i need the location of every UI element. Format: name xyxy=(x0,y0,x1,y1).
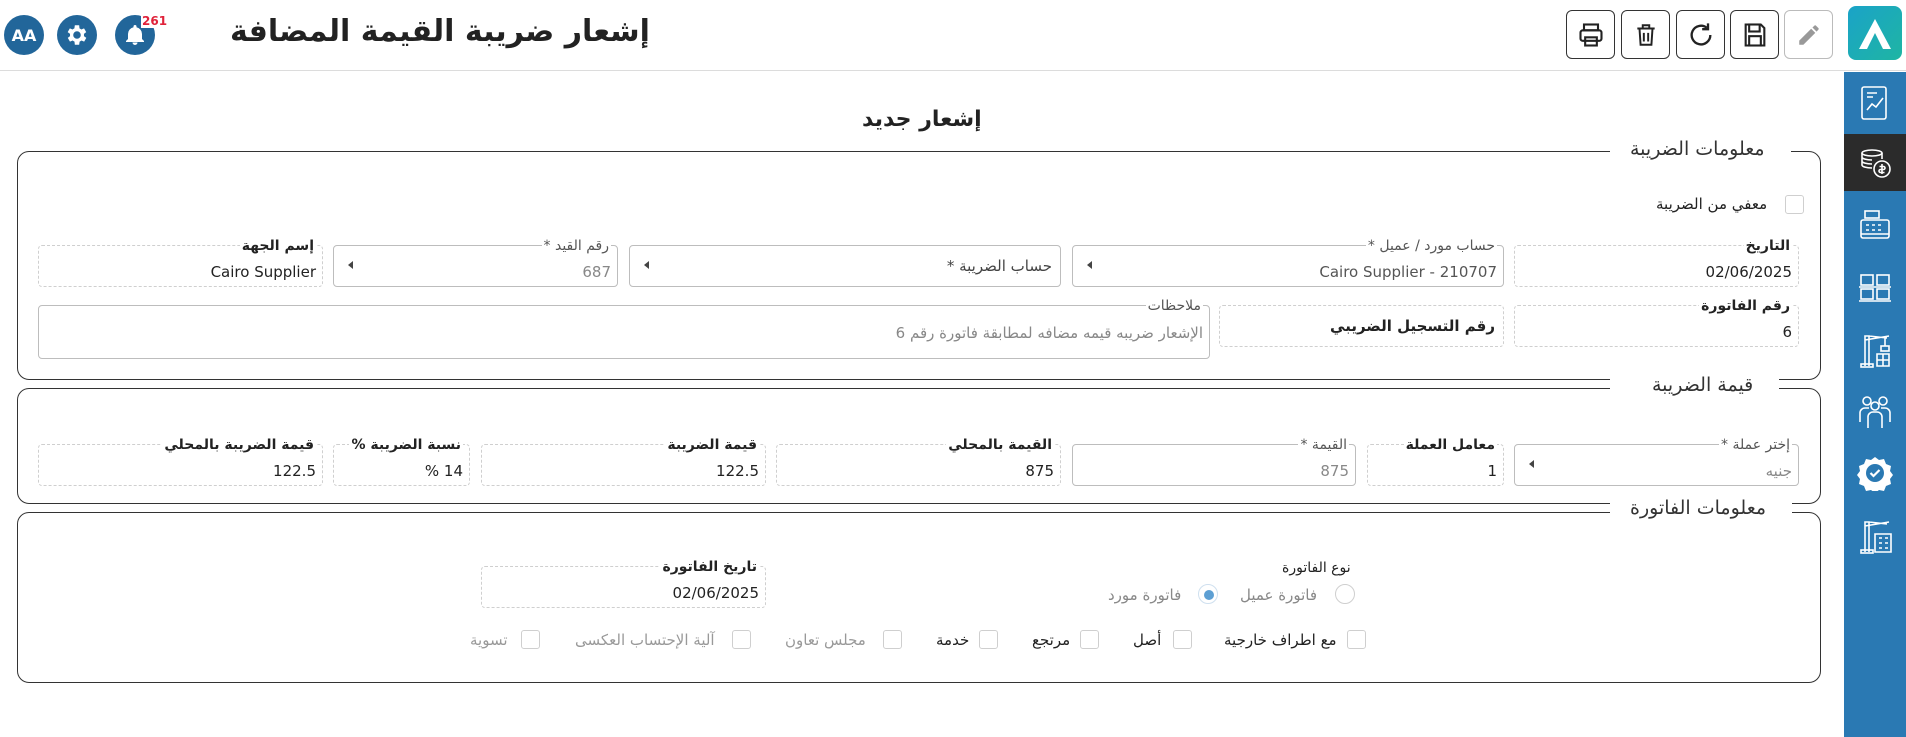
refresh-icon xyxy=(1687,21,1715,49)
crane-icon xyxy=(1857,330,1893,368)
tax-registration-field[interactable] xyxy=(1219,305,1504,347)
trash-icon xyxy=(1633,22,1659,48)
delete-button[interactable] xyxy=(1621,10,1670,59)
gcc-label: مجلس تعاون xyxy=(785,631,866,649)
tax-amount-field[interactable] xyxy=(481,437,766,486)
gear-icon xyxy=(64,22,90,48)
asset-label: أصل xyxy=(1133,631,1162,649)
tax-value-title: قيمة الضريبة xyxy=(1610,374,1779,396)
party-name-value: Cairo Supplier xyxy=(210,263,316,281)
party-name-label: إسم الجهة xyxy=(241,238,314,254)
notes-label: ملاحظات xyxy=(1147,298,1201,314)
account-select[interactable] xyxy=(1072,238,1504,287)
page-title: إشعار ضريبة القيمة المضافة xyxy=(230,14,650,49)
radio-customer-invoice[interactable] xyxy=(1335,584,1355,604)
settlement-label: تسوية xyxy=(470,631,508,649)
exchange-rate-field[interactable] xyxy=(1367,437,1504,486)
people-icon xyxy=(1856,392,1894,430)
date-value: 02/06/2025 xyxy=(1705,263,1792,281)
sidebar-item-projects[interactable] xyxy=(1844,320,1906,377)
tax-percent-label: نسبة الضريبة % xyxy=(351,437,461,453)
sidebar-item-inventory[interactable] xyxy=(1844,258,1906,315)
crane-building-icon xyxy=(1857,516,1893,554)
tax-registration-label: رقم التسجيل الضريبي xyxy=(1330,317,1495,335)
checkbox-settlement[interactable] xyxy=(521,630,540,649)
exchange-rate-value: 1 xyxy=(1487,462,1497,480)
sidebar-item-pos[interactable] xyxy=(1844,196,1906,253)
amount-label: القيمة * xyxy=(1300,437,1347,453)
local-amount-value: 875 xyxy=(1025,462,1054,480)
currency-label: إختر عملة * xyxy=(1721,437,1790,453)
tax-exempt-checkbox[interactable] xyxy=(1785,195,1804,214)
sidebar-item-construction[interactable] xyxy=(1844,506,1906,563)
date-label: التاريخ xyxy=(1745,238,1790,254)
sidebar-item-finance[interactable] xyxy=(1844,134,1906,191)
logo-icon xyxy=(1855,15,1895,51)
local-amount-field[interactable] xyxy=(776,437,1061,486)
return-label: مرتجع xyxy=(1032,631,1071,649)
tax-amount-value: 122.5 xyxy=(716,462,759,480)
local-amount-label: القيمة بالمحلي xyxy=(948,437,1052,453)
checkbox-asset[interactable] xyxy=(1173,630,1192,649)
reverse-charge-label: آلية الإحتساب العكسى xyxy=(575,631,715,649)
notes-value: الإشعار ضريبه قيمه مضافه لمطابقة فاتورة رقم 6 xyxy=(895,324,1203,342)
pencil-icon xyxy=(1796,22,1822,48)
tax-account-placeholder: حساب الضريبة * xyxy=(946,257,1052,275)
sidebar xyxy=(1844,72,1906,737)
supplier-invoice-label: فاتورة مورد xyxy=(1108,586,1182,604)
tax-account-select[interactable] xyxy=(629,245,1061,287)
print-icon xyxy=(1577,21,1605,49)
tax-exempt-label: معفي من الضريبة xyxy=(1656,195,1768,213)
top-bar xyxy=(0,0,1906,71)
service-label: خدمة xyxy=(936,631,970,649)
radio-supplier-invoice[interactable] xyxy=(1198,584,1218,604)
customer-invoice-label: فاتورة عميل xyxy=(1240,586,1318,604)
entry-number-select[interactable] xyxy=(333,238,618,287)
checkbox-reverse-charge[interactable] xyxy=(732,630,751,649)
badge-check-icon xyxy=(1857,455,1893,491)
invoice-number-label: رقم الفاتورة xyxy=(1701,298,1790,314)
currency-select[interactable] xyxy=(1514,437,1799,486)
account-value: Cairo Supplier - 210707 xyxy=(1319,263,1497,281)
invoice-date-label: تاريخ الفاتورة xyxy=(662,559,757,575)
external-parties-label: مع اطراف خارجية xyxy=(1224,631,1337,649)
currency-value: جنيه xyxy=(1765,462,1792,480)
sidebar-item-quality[interactable] xyxy=(1844,444,1906,501)
tax-local-field[interactable] xyxy=(38,437,323,486)
chart-report-icon xyxy=(1857,84,1893,122)
checkbox-gcc[interactable] xyxy=(883,630,902,649)
save-button[interactable] xyxy=(1730,10,1779,59)
party-name-field[interactable] xyxy=(38,238,323,287)
edit-button[interactable] xyxy=(1784,10,1833,59)
user-avatar[interactable]: AA xyxy=(4,15,44,55)
caret-left-icon xyxy=(1087,261,1092,269)
tax-local-label: قيمة الضريبة بالمحلي xyxy=(164,437,314,453)
tax-info-title: معلومات الضريبة xyxy=(1610,138,1791,160)
invoice-number-value: 6 xyxy=(1782,323,1792,341)
amount-value: 875 xyxy=(1320,462,1349,480)
save-icon xyxy=(1741,21,1769,49)
date-field[interactable] xyxy=(1514,238,1799,287)
tax-percent-field[interactable] xyxy=(333,437,470,486)
notes-field[interactable] xyxy=(38,298,1210,359)
warehouse-icon xyxy=(1857,269,1893,305)
settings-button[interactable] xyxy=(57,15,97,55)
checkbox-service[interactable] xyxy=(979,630,998,649)
sidebar-item-hr[interactable] xyxy=(1844,382,1906,439)
coins-icon xyxy=(1857,145,1893,181)
entry-number-label: رقم القيد * xyxy=(543,238,609,254)
sidebar-item-reports[interactable] xyxy=(1844,74,1906,131)
tax-percent-value: 14 % xyxy=(424,462,463,480)
refresh-button[interactable] xyxy=(1676,10,1725,59)
tax-amount-label: قيمة الضريبة xyxy=(667,437,757,453)
checkbox-external-parties[interactable] xyxy=(1347,630,1366,649)
cash-register-icon xyxy=(1857,207,1893,243)
invoice-info-title: معلومات الفاتورة xyxy=(1610,497,1792,519)
checkbox-return[interactable] xyxy=(1080,630,1099,649)
invoice-date-value: 02/06/2025 xyxy=(672,584,759,602)
invoice-info-section xyxy=(17,512,1821,683)
account-label: حساب مورد / عميل * xyxy=(1367,238,1495,254)
form-heading: إشعار جديد xyxy=(862,107,982,132)
tax-local-value: 122.5 xyxy=(273,462,316,480)
notification-count-badge: 261 xyxy=(142,14,168,28)
exchange-rate-label: معامل العملة xyxy=(1405,437,1495,453)
app-logo[interactable] xyxy=(1848,6,1902,60)
invoice-type-label: نوع الفاتورة xyxy=(1282,560,1351,576)
caret-left-icon xyxy=(348,261,353,269)
caret-left-icon xyxy=(1529,460,1534,468)
print-button[interactable] xyxy=(1566,10,1615,59)
amount-field[interactable] xyxy=(1072,437,1356,486)
invoice-number-field[interactable] xyxy=(1514,298,1799,347)
entry-number-value: 687 xyxy=(582,263,611,281)
caret-left-icon xyxy=(644,261,649,269)
invoice-date-field[interactable] xyxy=(481,559,766,608)
